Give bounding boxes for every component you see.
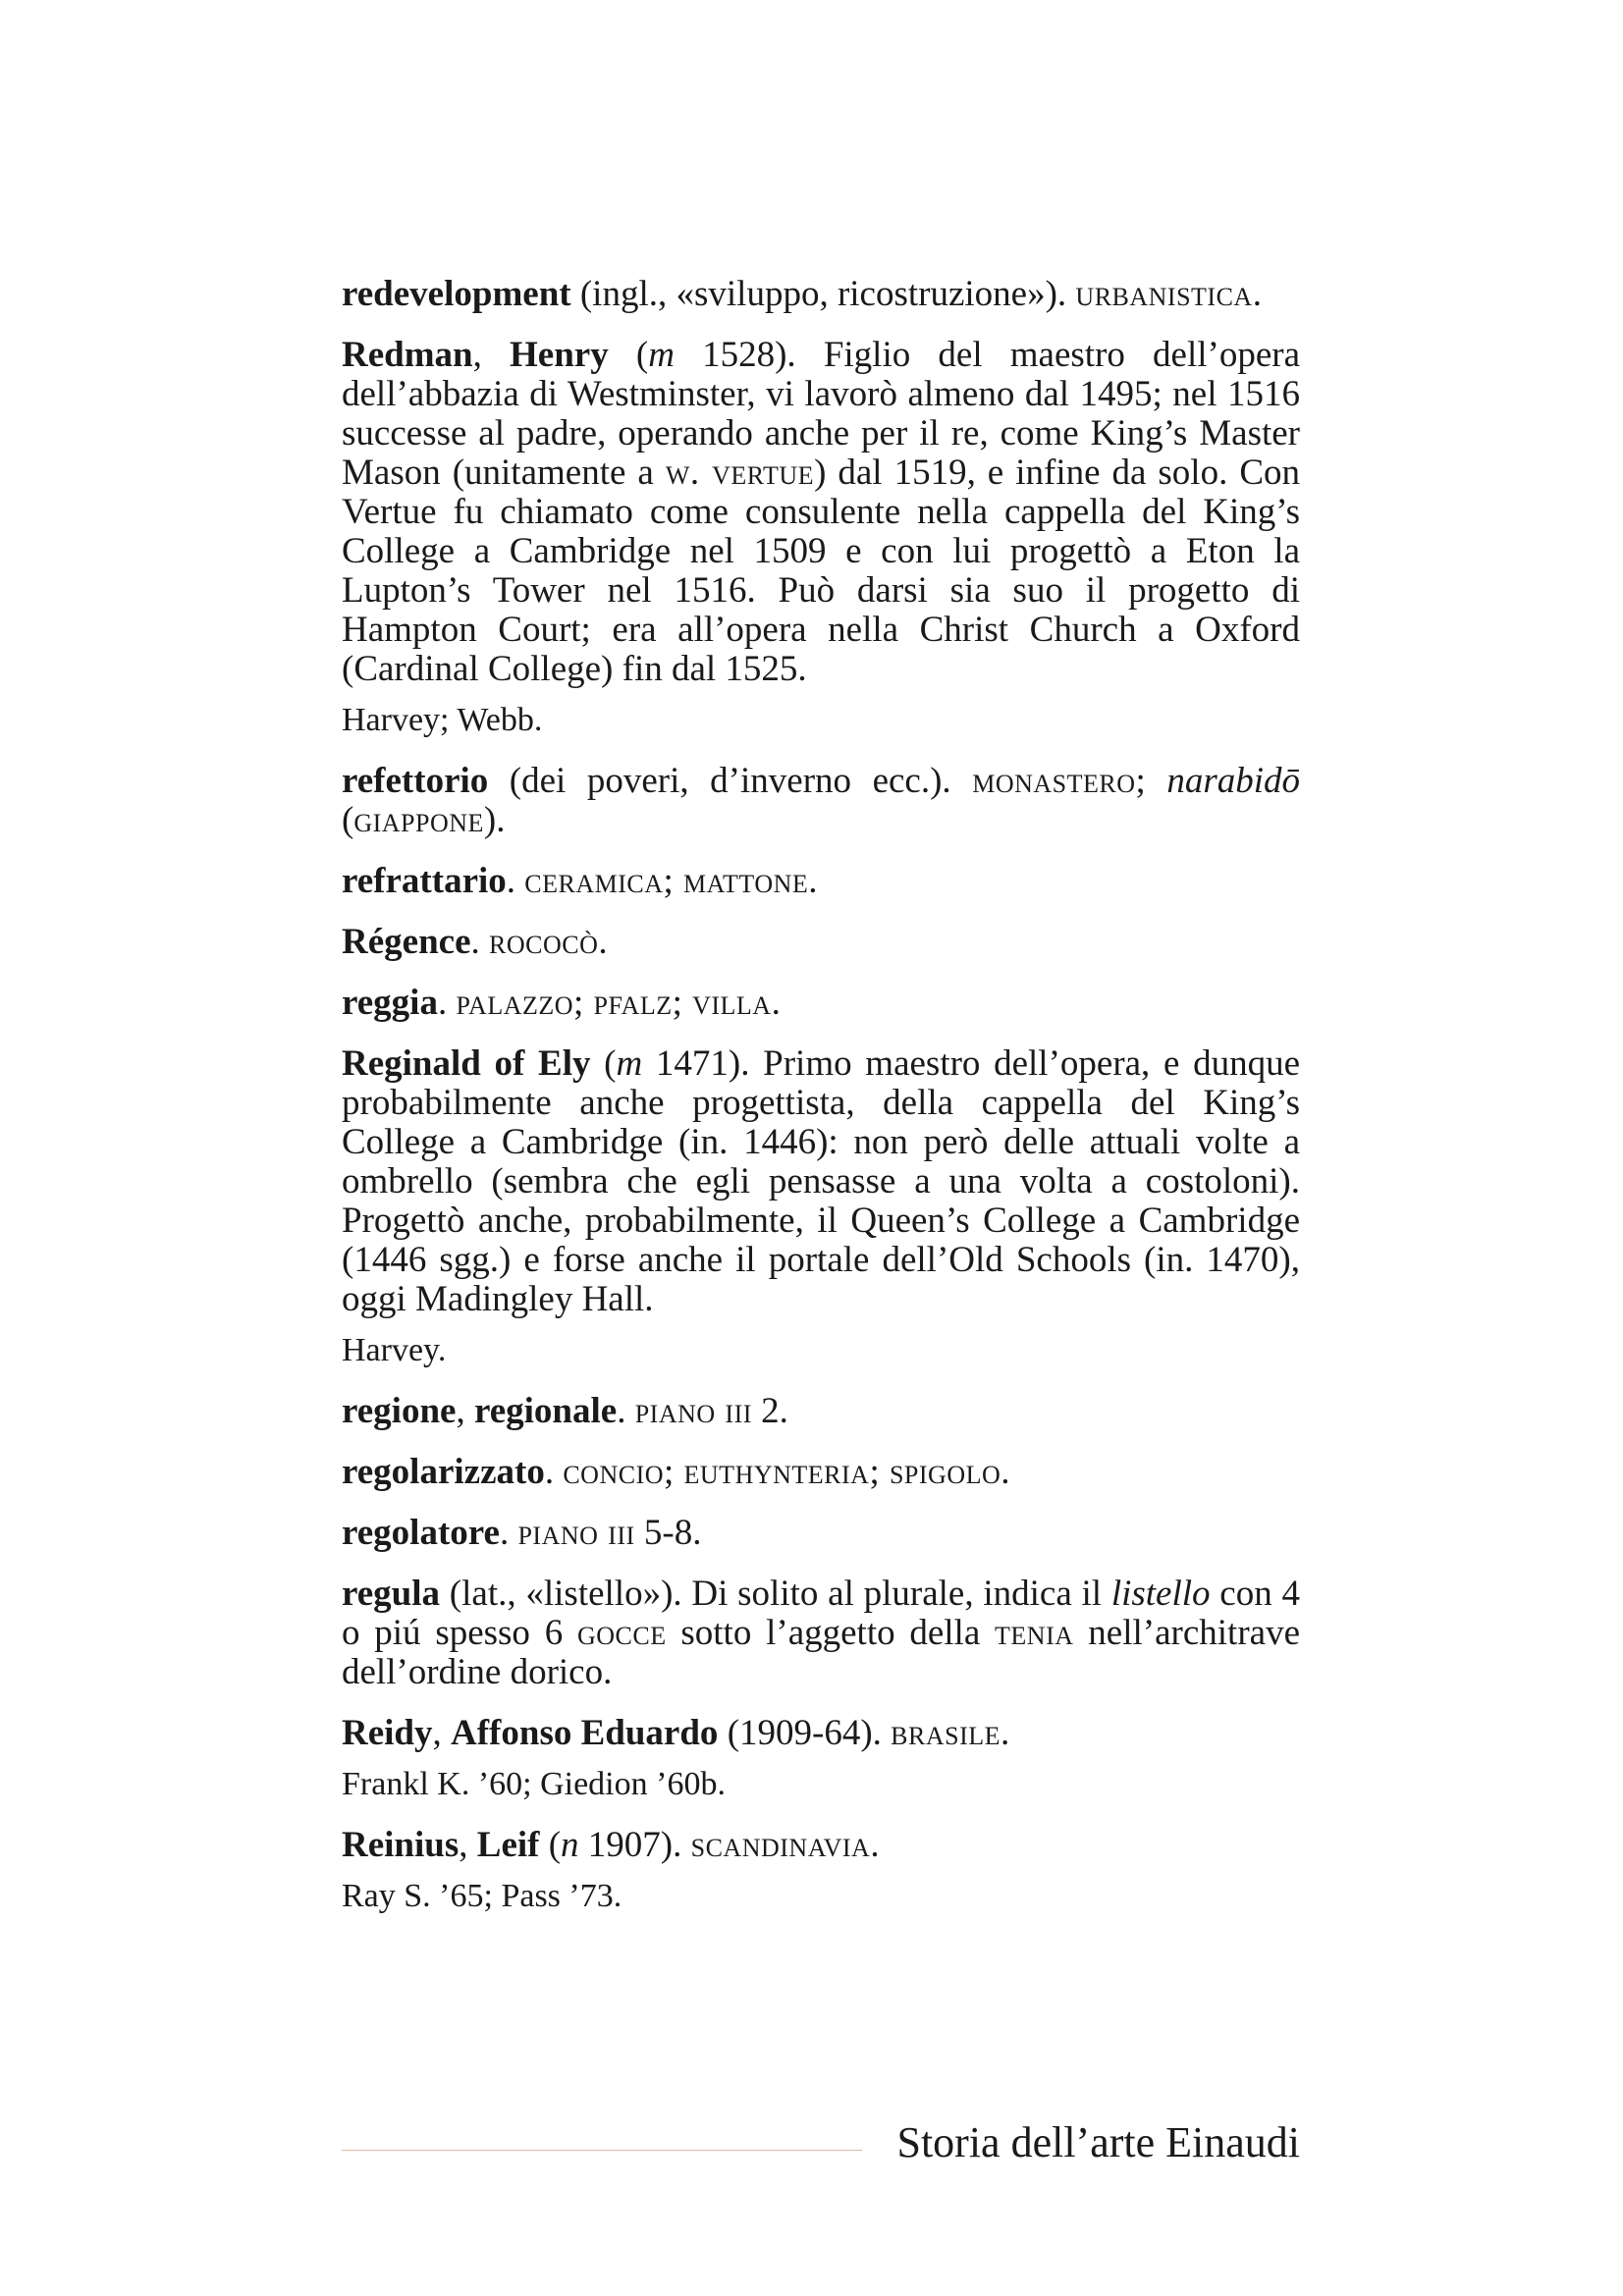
bibliography-redman: Harvey; Webb. [342, 702, 543, 738]
entry-text: nell’architrave dell’ordine dorico. [342, 1613, 1300, 1692]
entry-text: . [470, 922, 489, 962]
dictionary-page [342, 275, 1300, 1938]
entry-text: . [506, 861, 525, 901]
entry-text: . [598, 922, 608, 962]
page-footer [342, 2118, 1300, 2167]
entry-text: . [771, 983, 781, 1023]
footer-publisher: Storia dell’arte Einaudi [896, 2118, 1300, 2166]
cross-reference: ceramica; mattone [524, 861, 809, 901]
headword: Reginald of Ely [342, 1043, 591, 1084]
entry-text: , [432, 1713, 451, 1753]
entry-regula [342, 1575, 1300, 1692]
cross-reference: tenia [995, 1613, 1074, 1653]
entry-refettorio [342, 762, 1300, 840]
italic-term: listello [1110, 1574, 1211, 1614]
headword: refettorio [342, 761, 489, 801]
entry-text: ) dal 1519, e infine da solo. Con Vertue fu chiamato come consulente nella cappella del King’s College a Cambridge nel 1509 e con lui progettò a Eton la Lupton’s Tower nel 1516. Può darsi sia suo il progetto di Hampton Court; era all’opera nella Christ Church a Oxford (Cardinal College) fin dal 1525. [342, 453, 1300, 689]
entry-redevelopment [342, 275, 1300, 314]
headword: Reinius [342, 1825, 460, 1865]
cross-reference: scandinavia [690, 1825, 871, 1865]
italic-abbr: m [648, 335, 675, 375]
entry-regence [342, 923, 1300, 962]
headword-variant: regionale [473, 1391, 618, 1431]
entry-text: . [808, 861, 818, 901]
cross-reference: palazzo; pfalz; villa [456, 983, 772, 1023]
headword: Régence [342, 922, 471, 962]
cross-reference: giappone [353, 800, 484, 840]
cross-reference: monastero [972, 761, 1136, 801]
entry-text: . [499, 1513, 518, 1553]
entry-text: , [472, 335, 511, 375]
entry-reinius [342, 1826, 1300, 1865]
cross-reference: brasile [891, 1713, 1001, 1753]
entry-text: ; [1135, 761, 1167, 801]
entry-text: (dei poveri, d’inverno ecc.). [488, 761, 973, 801]
headword-given-name: Affonso Eduardo [451, 1713, 719, 1753]
entry-text: (lat., «listello»). Di solito al plurale, indica il [440, 1574, 1111, 1614]
entry-text: . [437, 983, 457, 1023]
entry-text: ( [608, 335, 649, 375]
entry-text: . [870, 1825, 880, 1865]
footer-rule [342, 2150, 862, 2151]
entry-text: 5-8. [634, 1513, 702, 1553]
entry-refrattario [342, 862, 1300, 901]
italic-abbr: m [616, 1043, 643, 1084]
entry-text: . [1001, 1452, 1010, 1492]
entry-text: 1471). Primo maestro dell’opera, e dunque probabilmente anche progettista, della cappella del King’s College a Cambridge (in. 1446): non però delle attuali volte a ombrello (sembra che egli pensasse a una volta a costoloni). Progettò anche, probabilmente, il Queen’s College a Cambridge (1446 sgg.) e forse anche il portale dell’Old Schools (in. 1470), oggi Madingley Hall. [342, 1043, 1301, 1319]
entry-regolarizzato [342, 1453, 1300, 1492]
headword: regolatore [342, 1513, 500, 1553]
cross-reference: rococò [489, 922, 599, 962]
entry-text: . [544, 1452, 564, 1492]
bibliography-reidy: Frankl K. ’60; Giedion ’60b. [342, 1766, 726, 1802]
entry-text: . [1001, 1713, 1010, 1753]
entry-reginald-of-ely [342, 1044, 1300, 1319]
entry-text: ). [483, 800, 506, 840]
entry-redman [342, 336, 1300, 689]
entry-text: 1907). [578, 1825, 691, 1865]
headword: reggia [342, 983, 438, 1023]
italic-abbr: n [561, 1825, 579, 1865]
headword: refrattario [342, 861, 507, 901]
bibliography-reginald: Harvey. [342, 1332, 447, 1368]
entry-text: ( [342, 800, 354, 840]
bibliography-reinius: Ray S. ’65; Pass ’73. [342, 1878, 622, 1914]
headword: Reidy [342, 1713, 433, 1753]
entry-text: ( [539, 1825, 562, 1865]
entry-text: (1909-64). [718, 1713, 892, 1753]
entry-text: . [617, 1391, 635, 1431]
cross-reference: gocce [576, 1613, 667, 1653]
entry-text: (ingl., «sviluppo, ricostruzione»). [570, 274, 1076, 314]
entry-text: . [1252, 274, 1262, 314]
cross-reference: piano iii [634, 1391, 752, 1431]
entry-text: ( [590, 1043, 617, 1084]
entry-reidy [342, 1714, 1300, 1753]
headword: regula [342, 1574, 441, 1614]
entry-text: , [459, 1825, 477, 1865]
entry-reggia [342, 984, 1300, 1023]
headword: redevelopment [342, 274, 571, 314]
italic-term: narabidō [1166, 761, 1301, 801]
entry-text: sotto l’aggetto della [666, 1613, 996, 1653]
entry-text: con 4 o piú spesso 6 [342, 1574, 1300, 1653]
cross-reference: piano iii [517, 1513, 635, 1553]
entry-text: , [456, 1391, 474, 1431]
headword-given-name: Henry [510, 335, 609, 375]
entry-regolatore [342, 1514, 1300, 1553]
cross-reference: urbanistica [1075, 274, 1253, 314]
entry-text: 1528). Figlio del maestro dell’opera dell’abbazia di Westminster, vi lavorò almeno dal 1495; nel 1516 successe al padre, operando anche per il re, come King’s Master Mason (unitamente a [342, 335, 1300, 493]
headword: regione [342, 1391, 457, 1431]
headword: regolarizzato [342, 1452, 545, 1492]
headword: Redman [342, 335, 473, 375]
cross-reference: w. vertue [665, 453, 815, 493]
headword-given-name: Leif [476, 1825, 540, 1865]
cross-reference: concio; euthynteria; spigolo [563, 1452, 1001, 1492]
entry-text: 2. [751, 1391, 788, 1431]
entry-regione [342, 1392, 1300, 1431]
